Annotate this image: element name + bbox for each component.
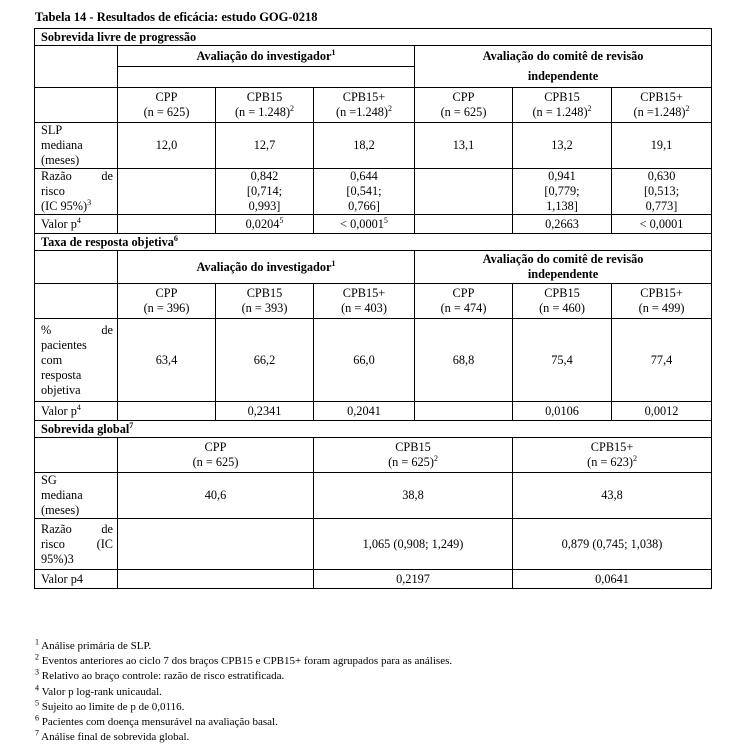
pfs-median-cell: 12,0 <box>118 123 216 169</box>
pfs-median-cell: 18,2 <box>314 123 415 169</box>
pfs-median-cell: 19,1 <box>612 123 712 169</box>
pfs-median-cell: 13,1 <box>415 123 513 169</box>
os-hr-cell: 0,879 (0,745; 1,038) <box>513 519 712 570</box>
pfs-p-cell: 0,0204$^5$ <box>216 215 314 234</box>
orr-col-header: CPB15+ (n = 499) <box>612 284 712 319</box>
os-median-label: SG mediana (meses) <box>35 473 118 519</box>
pfs-p-cell <box>415 215 513 234</box>
pfs-hazard-ratio-row <box>35 169 712 215</box>
pfs-section-row <box>35 29 712 46</box>
os-section-row <box>35 421 712 438</box>
pfs-group-row-2 <box>35 67 712 88</box>
os-hr-cell: 1,065 (0,908; 1,249) <box>314 519 513 570</box>
os-p-cell <box>118 570 314 589</box>
os-col-header-2: CPB15 (n = 625)$^2$ <box>314 438 513 473</box>
orr-col-header: CPP (n = 474) <box>415 284 513 319</box>
pfs-p-cell: 0,2663 <box>513 215 612 234</box>
pfs-pvalue-row <box>35 215 712 234</box>
pfs-hr-cell <box>415 169 513 215</box>
pfs-hr-cell: 0,941 [0,779; 1,138] <box>513 169 612 215</box>
pfs-p-label: Valor $p^4$ <box>35 215 118 234</box>
orr-group-investigator: Avaliação do investigador$^1$ <box>118 251 415 284</box>
os-p-cell: 0,0641 <box>513 570 712 589</box>
pfs-median-cell: 12,7 <box>216 123 314 169</box>
pfs-col-header: CPB15+ (n =1.248)$^2$ <box>612 88 712 123</box>
orr-p-cell: 0,2041 <box>314 402 415 421</box>
orr-pct-cell: 66,0 <box>314 319 415 402</box>
orr-col-header: CPB15 (n = 460) <box>513 284 612 319</box>
orr-p-cell <box>415 402 513 421</box>
os-column-headers <box>35 438 712 473</box>
footnote: $^1$ Análise primária de SLP. <box>35 637 152 652</box>
os-p-cell: 0,2197 <box>314 570 513 589</box>
footnote: $^6$ Pacientes com doença mensurável na avaliação basal. <box>35 713 278 729</box>
table-title: Tabela 14 - Resultados de eficácia: estudo GOG-0218 <box>35 10 318 24</box>
pfs-median-row <box>35 123 712 169</box>
orr-pct-label: % de pacientes com resposta objetiva <box>35 319 118 402</box>
orr-col-header: CPB15+ (n = 403) <box>314 284 415 319</box>
os-median-cell: 43,8 <box>513 473 712 519</box>
pfs-p-cell: < 0,0001 <box>612 215 712 234</box>
os-median-cell: 40,6 <box>118 473 314 519</box>
orr-col-header: CPP (n = 396) <box>118 284 216 319</box>
footnote: $^4$ Valor p log-rank unicaudal. <box>35 682 162 698</box>
pfs-hr-cell: 0,842 [0,714; 0,993] <box>216 169 314 215</box>
pfs-hr-cell: 0,630 [0,513; 0,773] <box>612 169 712 215</box>
efficacy-table <box>34 28 712 589</box>
orr-pct-cell: 66,2 <box>216 319 314 402</box>
orr-pvalue-row <box>35 402 712 421</box>
pfs-group-row-1 <box>35 46 712 67</box>
orr-p-cell <box>118 402 216 421</box>
footnotes <box>35 639 452 745</box>
footnote: $^7$ Análise final de sobrevida global. <box>35 728 190 744</box>
pfs-median-label: SLP mediana (meses) <box>35 123 118 169</box>
os-pvalue-row <box>35 570 712 589</box>
pfs-col-header: CPP (n = 625) <box>118 88 216 123</box>
orr-pct-cell: 68,8 <box>415 319 513 402</box>
orr-p-label: Valor $p^4$ <box>35 402 118 421</box>
orr-p-cell: 0,0012 <box>612 402 712 421</box>
orr-group-irc: Avaliação do comitê de revisão independente <box>415 251 712 284</box>
pfs-col-header: CPP (n = 625) <box>415 88 513 123</box>
pfs-section-title: Sobrevida livre de progressão <box>35 29 712 46</box>
orr-col-header: CPB15 (n = 393) <box>216 284 314 319</box>
pfs-group-irc-line1: Avaliação do comitê de revisão <box>415 46 712 67</box>
pfs-group-irc-line2: independente <box>415 67 712 88</box>
orr-section-row <box>35 234 712 251</box>
os-section-title: Sobrevida global$^7$ <box>35 421 712 438</box>
pfs-group-investigator: Avaliação do investigador$^1$ <box>118 46 415 67</box>
pfs-col-header: CPB15 (n = 1.248)$^2$ <box>513 88 612 123</box>
footnote: $^5$ Sujeito ao limite de p de 0,0116. <box>35 698 185 713</box>
orr-group-row <box>35 251 712 284</box>
pfs-p-cell: < $0,0001^5$ <box>314 215 415 234</box>
os-median-cell: 38,8 <box>314 473 513 519</box>
os-hr-cell <box>118 519 314 570</box>
os-median-row <box>35 473 712 519</box>
orr-response-row <box>35 319 712 402</box>
pfs-col-header: CPB15 (n = 1.248)$^2$ <box>216 88 314 123</box>
orr-p-cell: 0,2341 <box>216 402 314 421</box>
orr-pct-cell: 63,4 <box>118 319 216 402</box>
pfs-hr-cell <box>118 169 216 215</box>
orr-p-cell: 0,0106 <box>513 402 612 421</box>
orr-pct-cell: 75,4 <box>513 319 612 402</box>
pfs-hr-label: Razão de risco (IC 95%)$^3$ <box>35 169 118 215</box>
orr-column-headers <box>35 284 712 319</box>
os-hr-label: Razão de risco (IC 95%)3 <box>35 519 118 570</box>
os-hazard-ratio-row <box>35 519 712 570</box>
os-p-label: Valor p4 <box>35 570 118 589</box>
pfs-hr-cell: 0,644 [0,541; 0,766] <box>314 169 415 215</box>
pfs-col-header: CPB15+ (n =1.248)$^2$ <box>314 88 415 123</box>
orr-section-title: Taxa de resposta objetiva$^6$ <box>35 234 712 251</box>
footnote: $^2$ Eventos anteriores ao ciclo 7 dos braços CPB15 e CPB15+ foram agrupados para as análises. <box>35 652 453 668</box>
orr-pct-cell: 77,4 <box>612 319 712 402</box>
footnote: $^3$ Relativo ao braço controle: razão de risco estratificada. <box>35 667 285 683</box>
pfs-column-headers <box>35 88 712 123</box>
os-col-header-1: CPP (n = 625) <box>118 438 314 473</box>
os-col-header-3: CPB15+ (n = 623)$^2$ <box>513 438 712 473</box>
pfs-median-cell: 13,2 <box>513 123 612 169</box>
pfs-p-cell <box>118 215 216 234</box>
